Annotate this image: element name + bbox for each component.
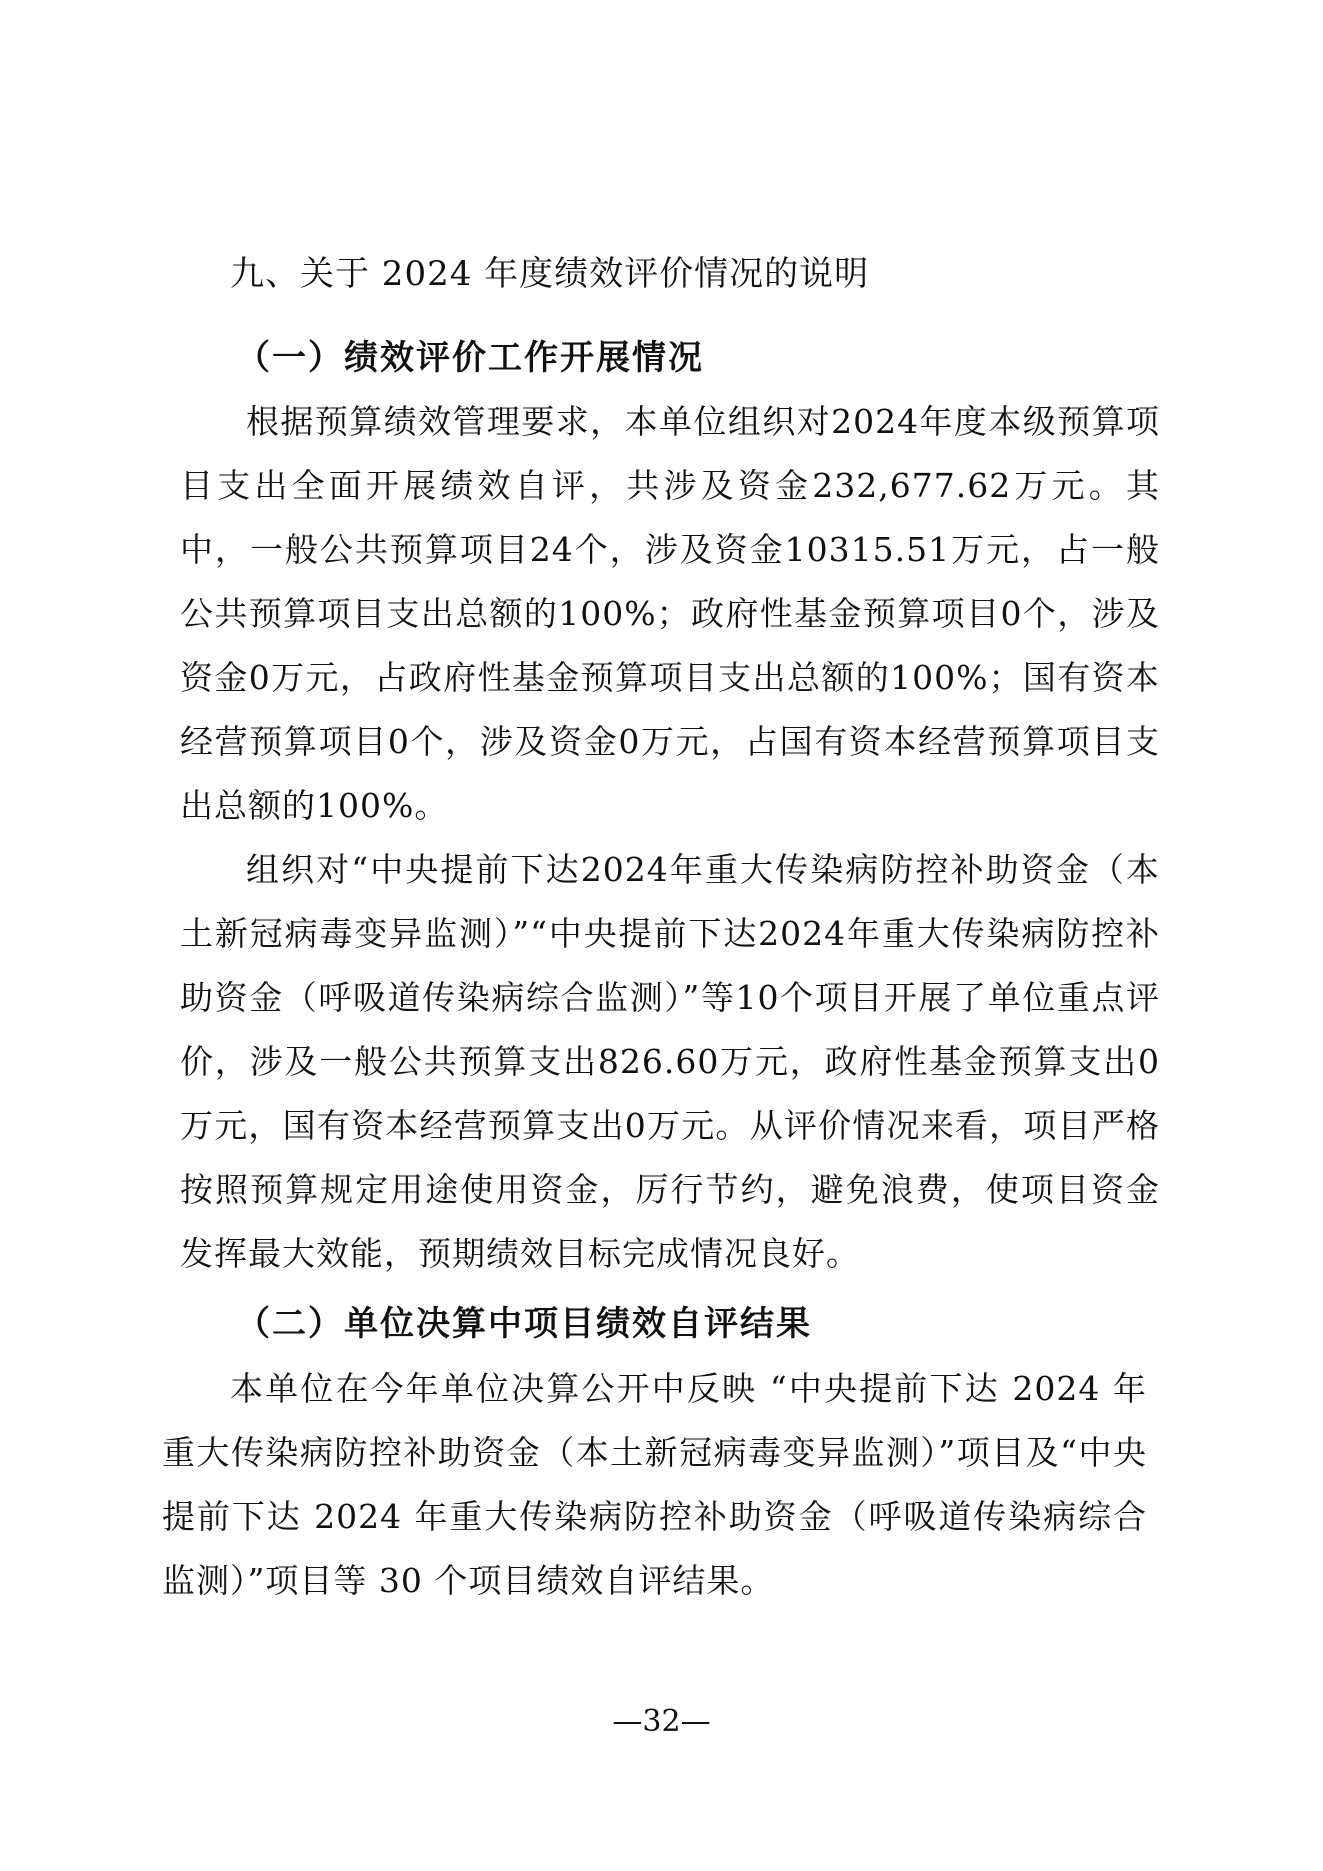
paragraph-key-evaluation: 组织对“中央提前下达2024年重大传染病防控补助资金（本土新冠病毒变异监测）”“中央提前下达2024年重大传染病防控补助资金（呼吸道传染病综合监测）”等10个项目开展了单位重点评价，涉及一般公共预算支出826.60万元，政府性基金预算支出0万元，国有资本经营预算支出0万元。从评价情况来看，项目严格按照预算规定用途使用资金，厉行节约，避免浪费，使项目资金发挥最大效能，预期绩效目标完成情况良好。 xyxy=(180,850,1160,1273)
page-number: —32— xyxy=(612,1704,711,1739)
paragraph-evaluation-overview: 根据预算绩效管理要求，本单位组织对2024年度本级预算项目支出全面开展绩效自评，共涉及资金232,677.62万元。其中，一般公共预算项目24个，涉及资金10315.51万元，占一般公共预算项目支出总额的100%；政府性基金预算项目0个，涉及资金0万元，占政府性基金预算项目支出总额的100%；国有资本经营预算项目0个，涉及资金0万元，占国有资本经营预算项目支出总额的100%。 xyxy=(180,402,1160,825)
subsection-title-1: （一）绩效评价工作开展情况 xyxy=(236,338,704,378)
paragraph-self-evaluation-results: 本单位在今年单位决算公开中反映 “中央提前下达 2024 年重大传染病防控补助资金（本土新冠病毒变异监测）”项目及“中央提前下达 2024 年重大传染病防控补助资金（呼吸道传染病综合监测）”项目等 30 个项目绩效自评结果。 xyxy=(162,1369,1147,1600)
subsection-title-2: （二）单位决算中项目绩效自评结果 xyxy=(236,1304,812,1344)
section-heading: 九、关于 2024 年度绩效评价情况的说明 xyxy=(230,254,870,294)
